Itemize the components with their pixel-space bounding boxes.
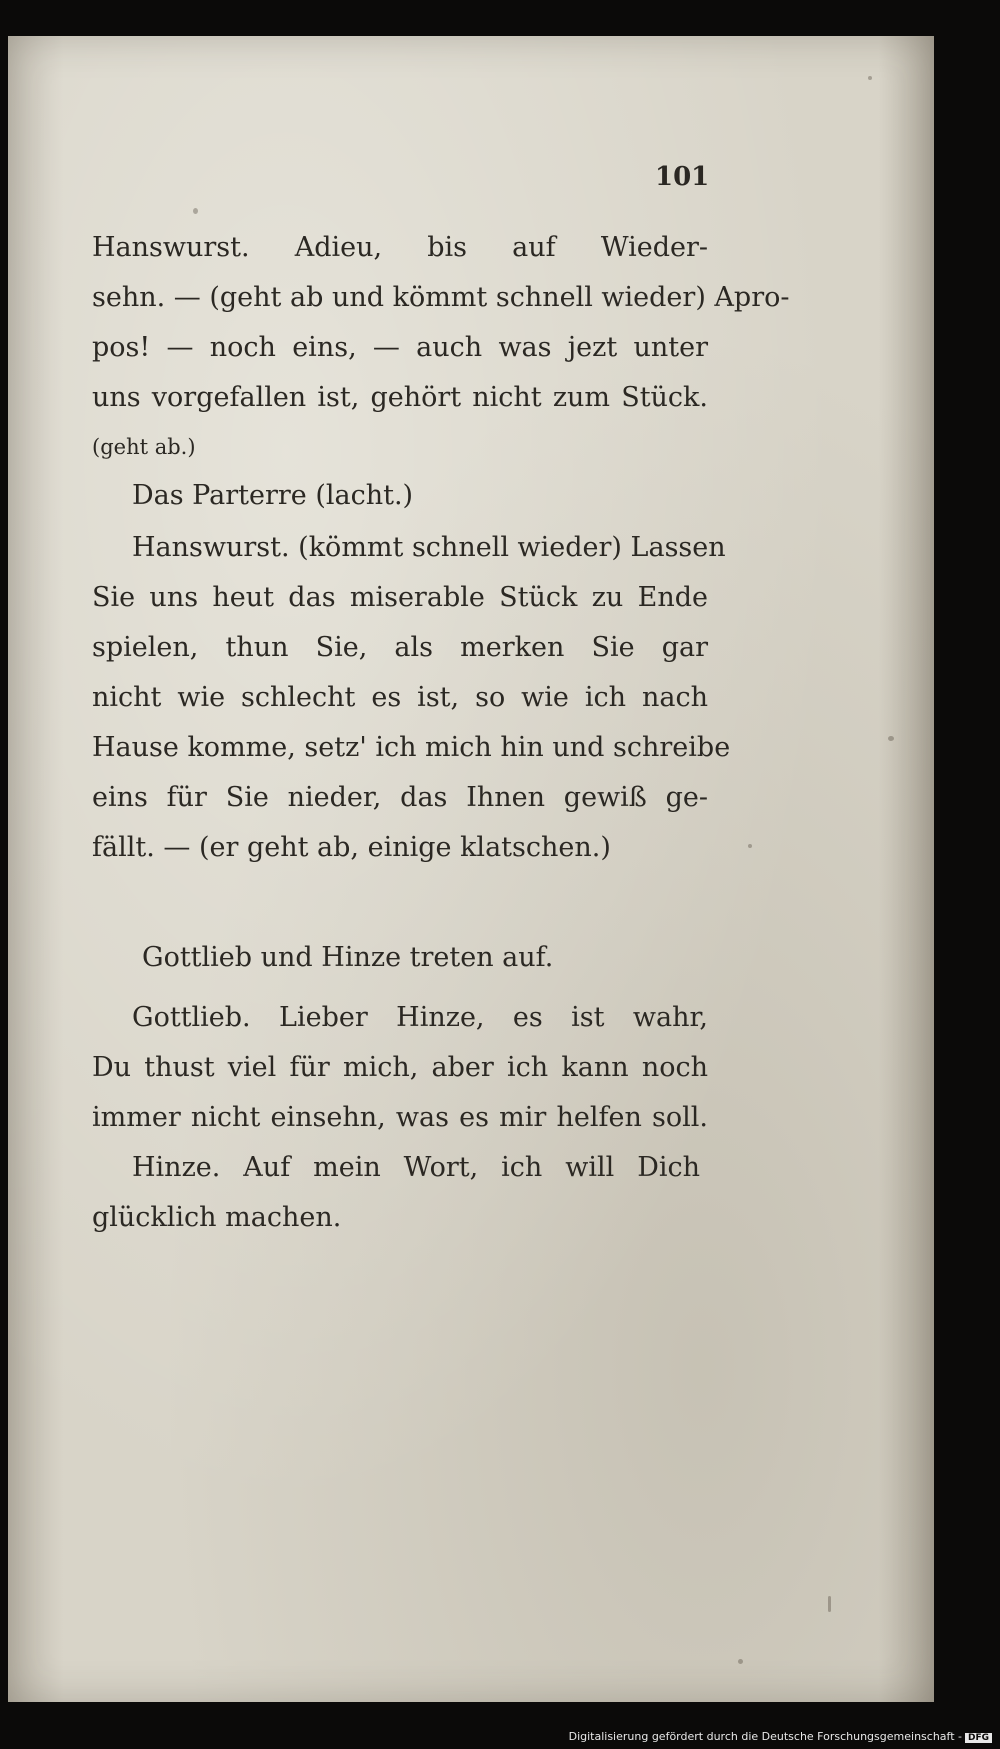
text-line: Hinze. Auf mein Wort, ich will Dich: [132, 1152, 700, 1183]
text-line: Hanswurst. (kömmt schnell wieder) Lassen: [132, 532, 726, 563]
ink-spot: [748, 844, 752, 848]
text-line: spielen, thun Sie, als merken Sie gar: [92, 632, 708, 663]
funding-footer: [569, 1730, 992, 1743]
text-line: glücklich machen.: [92, 1202, 342, 1233]
footer-text: Digitalisierung gefördert durch die Deutsche Forschungsgemeinschaft -: [568, 1730, 962, 1743]
text-line: nicht wie schlecht es ist, so wie ich nach: [92, 682, 708, 713]
speaker-line: Das Parterre (lacht.): [132, 480, 414, 511]
ink-spot: [828, 1596, 831, 1612]
stage-heading: Gottlieb und Hinze treten auf.: [142, 942, 554, 973]
text-line: Hause komme, setz' ich mich hin und schreibe: [92, 732, 731, 763]
text-line: sehn. — (geht ab und kömmt schnell wieder) Apro-: [92, 282, 790, 313]
dfg-logo: DFG: [965, 1733, 992, 1743]
text-line: immer nicht einsehn, was es mir helfen soll.: [92, 1102, 708, 1133]
ink-spot: [888, 736, 894, 741]
text-line: fällt. — (er geht ab, einige klatschen.): [92, 832, 611, 863]
text-line: pos! — noch eins, — auch was jezt unter: [92, 332, 708, 363]
text-line: Du thust viel für mich, aber ich kann noch: [92, 1052, 708, 1083]
page-number: 101: [655, 162, 710, 192]
ink-spot: [738, 1659, 743, 1664]
text-line: Gottlieb. Lieber Hinze, es ist wahr,: [132, 1002, 708, 1033]
ink-spot: [868, 76, 872, 80]
text-line: Sie uns heut das miserable Stück zu Ende: [92, 582, 708, 613]
text-line: eins für Sie nieder, das Ihnen gewiß ge-: [92, 782, 708, 813]
text-line: Hanswurst. Adieu, bis auf Wieder-: [92, 232, 708, 263]
stage-direction: (geht ab.): [92, 435, 196, 459]
ink-spot: [193, 208, 198, 214]
text-line: uns vorgefallen ist, gehört nicht zum Stück.: [92, 382, 708, 413]
